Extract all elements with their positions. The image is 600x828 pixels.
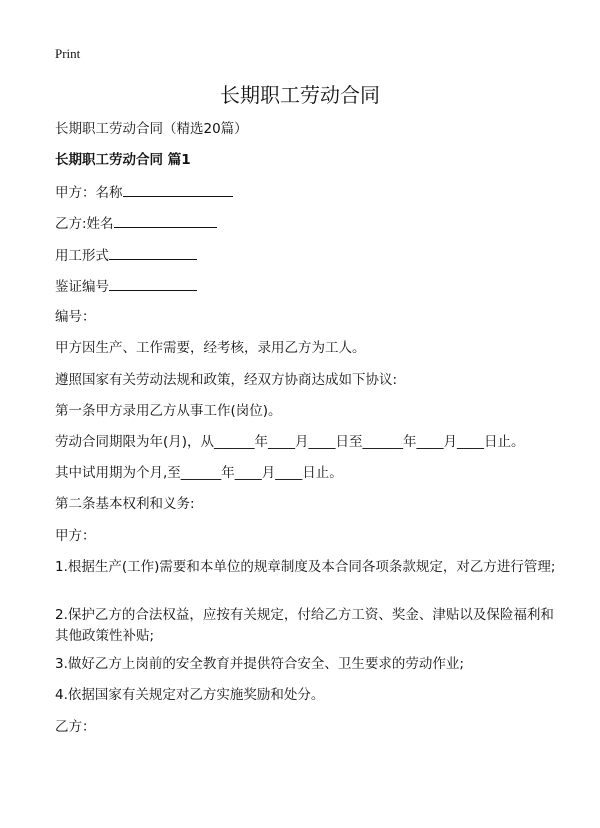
paragraph: 遵照国家有关劳动法规和政策，经双方协商达成如下协议: (55, 372, 398, 388)
blank-line (114, 213, 217, 228)
paragraph: 1.根据生产(工作)需要和本单位的规章制度及本合同各项条款规定，对乙方进行管理; (55, 559, 556, 575)
paragraph: 其中试用期为个月,至______年____月____日止。 (55, 465, 343, 481)
field-label: 鉴证编号 (55, 279, 109, 295)
paragraph: 甲方： (55, 528, 96, 544)
paragraph: 乙方： (55, 719, 96, 735)
field-label: 甲方：名称 (55, 185, 123, 201)
section-heading: 长期职工劳动合同 篇1 (55, 152, 191, 168)
blank-line (109, 245, 197, 260)
paragraph: 2.保护乙方的合法权益，应按有关规定，付给乙方工资、奖金、津贴以及保险福利和其他政策性补贴; (55, 607, 554, 644)
field-party-a-name (55, 182, 233, 203)
field-label: 用工形式 (55, 248, 109, 264)
blank-line (109, 276, 197, 291)
document-subtitle: 长期职工劳动合同（精选20篇） (55, 121, 248, 137)
paragraph: 4.依据国家有关规定对乙方实施奖励和处分。 (55, 687, 325, 703)
paragraph: 劳动合同期限为年(月)，从______年____月____日至______年____月____日止。 (55, 434, 525, 450)
field-label: 乙方:姓名 (55, 216, 114, 232)
paragraph: 3.做好乙方上岗前的安全教育并提供符合安全、卫生要求的劳动作业; (55, 656, 464, 672)
field-employment-form (55, 245, 197, 266)
paragraph: 甲方因生产、工作需要，经考核，录用乙方为工人。 (55, 340, 366, 356)
field-certification-no (55, 276, 197, 297)
blank-line (123, 182, 233, 197)
field-party-b-name (55, 213, 217, 234)
print-link[interactable]: Print (55, 46, 81, 61)
field-number: 编号： (55, 309, 96, 325)
document-title: 长期职工劳动合同 (220, 83, 380, 107)
paragraph: 第二条基本权利和义务: (55, 496, 195, 512)
paragraph: 第一条甲方录用乙方从事工作(岗位)。 (55, 403, 282, 419)
